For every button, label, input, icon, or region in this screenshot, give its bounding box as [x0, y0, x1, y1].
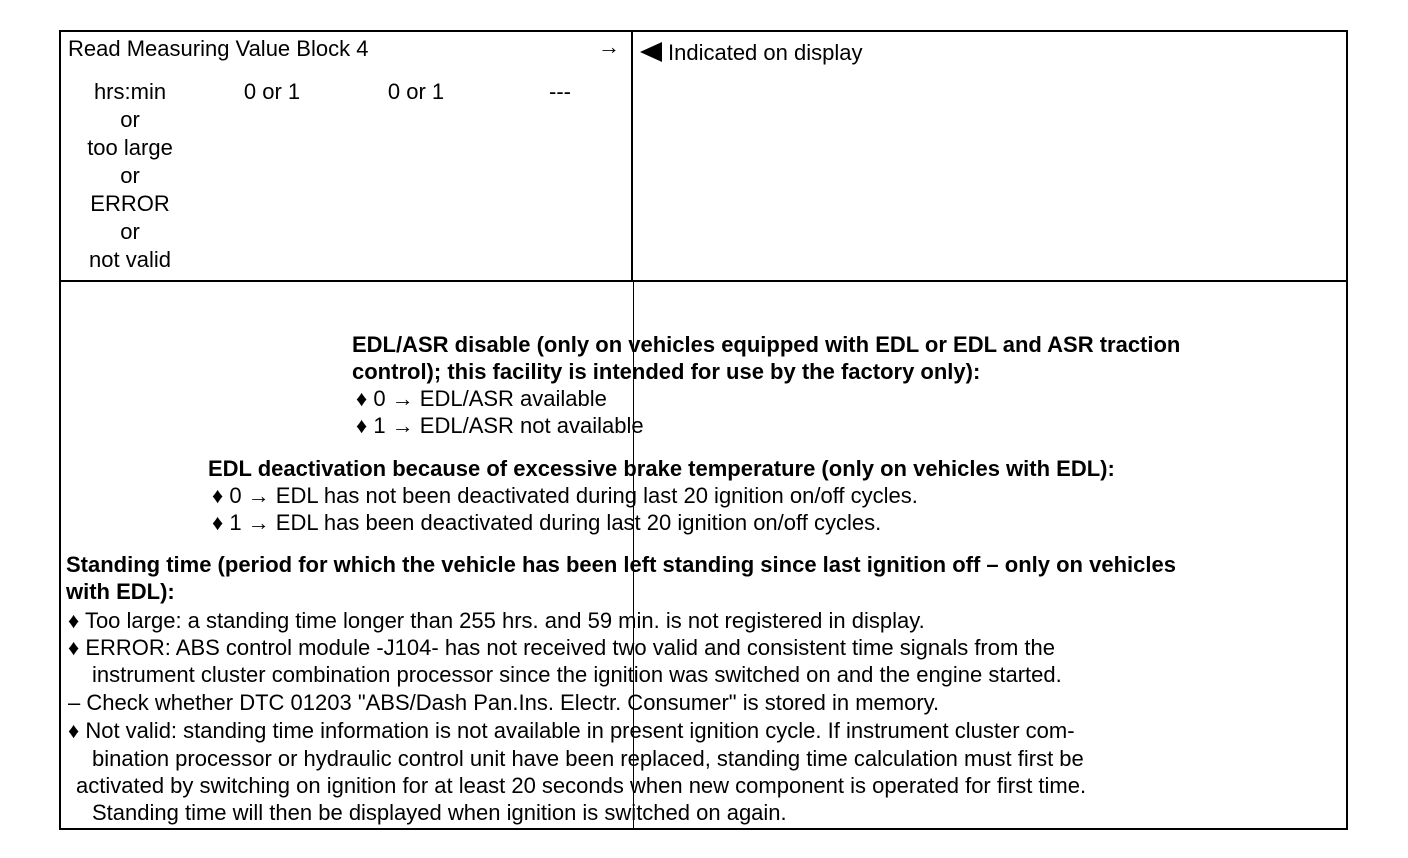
vertical-divider — [631, 30, 633, 281]
standing-time-line: instrument cluster combination processor since the ignition was switched on and the engine started. — [92, 662, 1062, 687]
edl-asr-item-0: ♦ 0 → EDL/ASR available — [356, 386, 607, 411]
display-field-4: --- — [549, 79, 571, 104]
display-field-3: 0 or 1 — [387, 79, 445, 104]
edl-asr-item-1: ♦ 1 → EDL/ASR not available — [356, 413, 644, 438]
edl-deactivation-item-1: ♦ 1 → EDL has been deactivated during last 20 ignition on/off cycles. — [212, 510, 882, 535]
right-arrow-icon: → — [598, 34, 620, 59]
edl-asr-heading-1: EDL/ASR disable (only on vehicles equipped with EDL or EDL and ASR traction — [352, 332, 1181, 357]
measuring-block-title: Read Measuring Value Block 4 — [68, 36, 369, 61]
field1-line: ERROR — [90, 191, 170, 216]
edl-deactivation-heading: EDL deactivation because of excessive brake temperature (only on vehicles with EDL): — [208, 456, 1115, 481]
standing-time-line: ♦ ERROR: ABS control module -J104- has not received two valid and consistent time signals from the — [68, 635, 1056, 660]
display-field-2: 0 or 1 — [243, 79, 301, 104]
standing-time-line: ♦ Too large: a standing time longer than 255 hrs. and 59 min. is not registered in display. — [68, 608, 925, 633]
horizontal-divider — [59, 280, 1348, 282]
standing-time-line: Standing time will then be displayed when ignition is switched on again. — [92, 800, 787, 825]
edl-asr-heading-2: control); this facility is intended for use by the factory only): — [352, 359, 981, 384]
standing-time-line: activated by switching on ignition for at least 20 seconds when new component is operated for first time. — [76, 773, 1087, 798]
standing-time-line: – Check whether DTC 01203 "ABS/Dash Pan.Ins. Electr. Consumer" is stored in memory. — [68, 690, 940, 715]
field1-line: not valid — [89, 247, 171, 272]
display-field-1 — [70, 78, 190, 274]
edl-deactivation-item-0: ♦ 0 → EDL has not been deactivated during last 20 ignition on/off cycles. — [212, 483, 918, 508]
field1-line: or — [120, 163, 140, 188]
left-pointer-icon — [640, 42, 662, 62]
field1-line: or — [120, 107, 140, 132]
standing-time-heading-2: with EDL): — [66, 579, 175, 604]
field1-line: or — [120, 219, 140, 244]
indicated-on-display-label: Indicated on display — [668, 40, 863, 65]
field1-line: too large — [87, 135, 173, 160]
indicated-on-display — [640, 40, 862, 66]
standing-time-line: ♦ Not valid: standing time information is not available in present ignition cycle. If instrument cluster com- — [68, 718, 1075, 743]
standing-time-line: bination processor or hydraulic control unit have been replaced, standing time calculation must first be — [92, 746, 1084, 771]
field1-line: hrs:min — [93, 79, 167, 104]
standing-time-heading-1: Standing time (period for which the vehicle has been left standing since last ignition off – only on vehicles — [66, 552, 1176, 577]
